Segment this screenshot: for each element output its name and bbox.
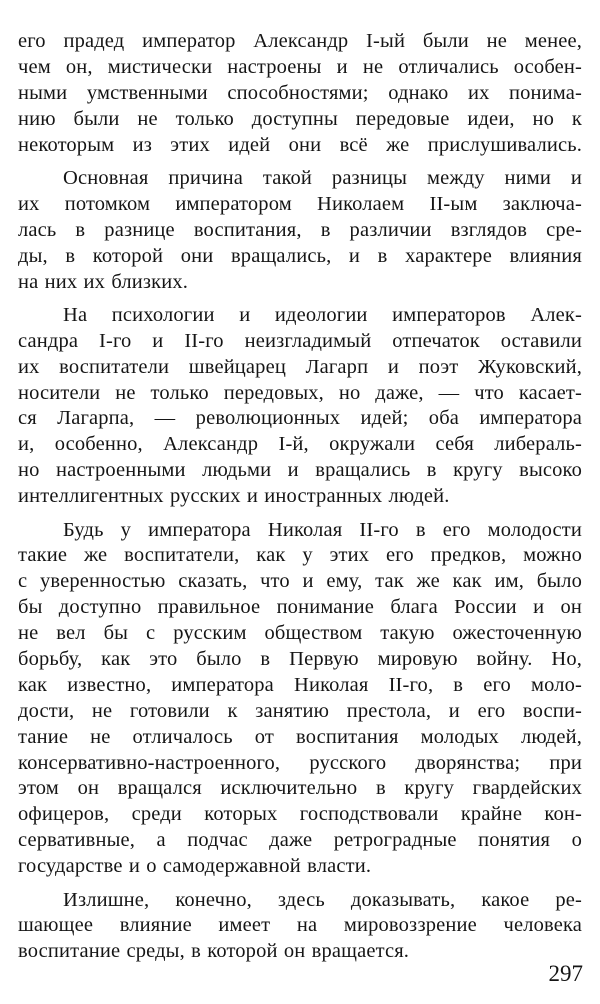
- text-line: Излишне, конечно, здесь доказывать, какое ре-: [63, 888, 582, 911]
- text-line: носители не только передовых, но даже, — что касает-: [18, 381, 582, 404]
- text-line: его прадед император Александр I-ый были не менее,: [18, 30, 582, 52]
- text-line: дости, не готовили к занятию престола, и его воспи-: [18, 699, 582, 722]
- text-line: воспитание среды, в которой он вращается.: [18, 940, 410, 963]
- text-line: ся Лагарпа, — революционных идей; оба императора: [18, 407, 582, 430]
- book-page: [18, 29, 582, 973]
- text-line: но настроенными людьми и вращались в кругу высоко: [18, 459, 582, 482]
- text-line: Основная причина такой разницы между ними и: [63, 166, 582, 189]
- text-line: чем он, мистически настроены и не отличались особен-: [18, 55, 582, 78]
- text-line: как известно, императора Николая II-го, в его моло-: [18, 673, 582, 696]
- text-line: борьбу, как это было в Первую мировую войну. Но,: [18, 647, 582, 670]
- text-line: сандра I-го и II-го неизгладимый отпечаток оставили: [18, 329, 582, 352]
- text-line: такие же воспитатели, как у этих его предков, можно: [18, 544, 582, 567]
- text-line: сервативные, а подчас даже ретроградные понятия о: [18, 829, 582, 852]
- text-line: государстве и о самодержавной власти.: [18, 855, 372, 878]
- text-line: тание не отличалось от воспитания молодых людей,: [18, 725, 582, 748]
- paragraph-5: [18, 888, 582, 966]
- text-line: ды, в которой они вращались, и в характере влияния: [18, 244, 582, 267]
- paragraph-3: [18, 303, 582, 510]
- page-number: 297: [548, 961, 583, 986]
- text-line: Будь у императора Николая II-го в его молодости: [63, 518, 582, 541]
- text-line: их потомком императором Николаем II-ым заключа-: [18, 192, 582, 215]
- text-line: не вел бы с русским обществом такую ожесточенную: [18, 622, 582, 645]
- text-line: с уверенностью сказать, что и ему, так же как им, было: [18, 570, 582, 593]
- paragraph-4: [18, 518, 582, 880]
- text-line: шающее влияние имеет на мировоззрение человека: [18, 914, 582, 937]
- text-line: их воспитатели швейцарец Лагарп и поэт Жуковский,: [18, 355, 582, 378]
- text-line: интеллигентных русских и иностранных людей.: [18, 485, 450, 508]
- text-line: на них их близких.: [18, 270, 189, 293]
- text-line: этом он вращался исключительно в кругу гвардейских: [18, 777, 582, 800]
- text-line: нию были не только доступны передовые идеи, но к: [18, 107, 582, 130]
- paragraph-1: [18, 29, 582, 158]
- text-line: и, особенно, Александр I-й, окружали себя либераль-: [18, 433, 582, 456]
- paragraph-2: [18, 166, 582, 295]
- text-line: лась в разнице воспитания, в различии взглядов сре-: [18, 218, 582, 241]
- text-line: консервативно-настроенного, русского дворянства; при: [18, 751, 582, 774]
- text-line: офицеров, среди которых господствовали крайне кон-: [18, 803, 582, 826]
- text-line: некоторым из этих идей они всё же прислушивались.: [18, 133, 582, 156]
- text-line: бы доступно правильное понимание блага России и он: [18, 596, 582, 619]
- text-line: На психологии и идеологии императоров Алек-: [63, 303, 582, 326]
- text-line: ными умственными способностями; однако их понима-: [18, 81, 582, 104]
